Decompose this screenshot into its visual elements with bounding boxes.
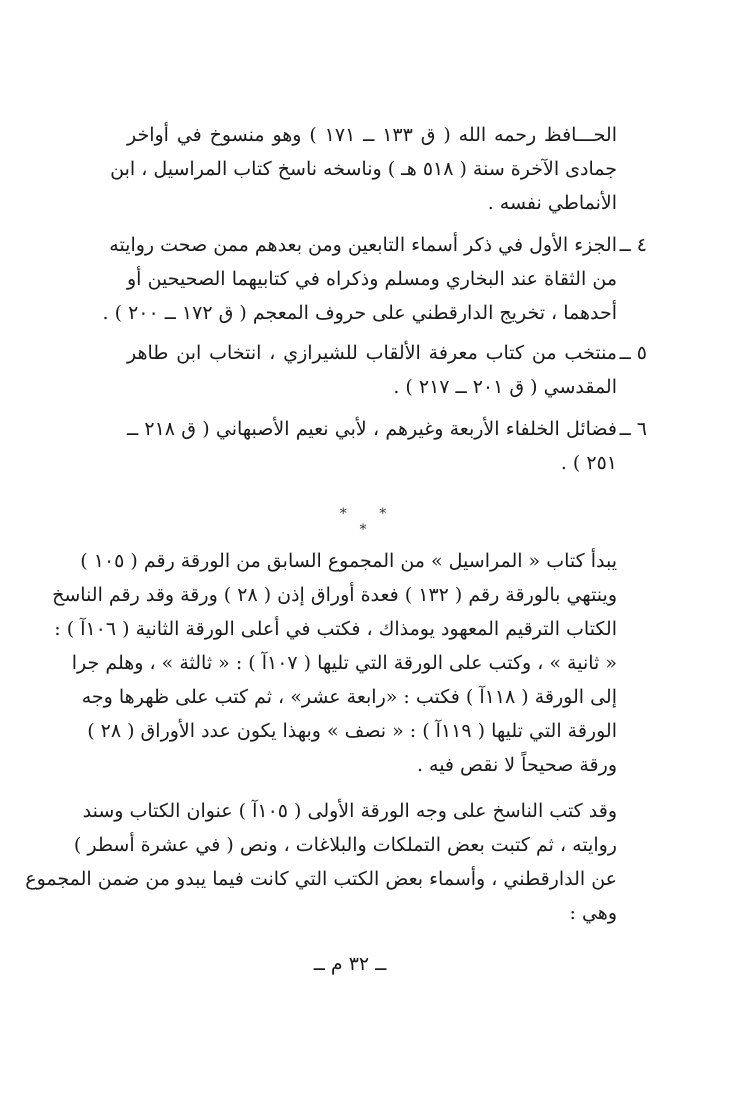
paragraph-line: روايته ، ثم كتبت بعض التملكات والبلاغات ، ونص ( في عشرة أسطر ) — [73, 834, 617, 856]
paragraph-line: إلى الورقة ( ١١٨آ ) فكتب : «رابعة عشر» ، ثم كتب على ظهرها وجه — [81, 686, 617, 708]
paragraph-line: وينتهي بالورقة رقم ( ١٣٢ ) فعدة أوراق إذن ( ٢٨ ) ورقة وقد رقم الناسخ — [52, 584, 617, 606]
intro-paragraph — [110, 118, 617, 220]
list-item-5 — [127, 336, 647, 404]
paragraph-line: عن الدارقطني ، وأسماء بعض الكتب التي كانت فيما يبدو من ضمن المجموع — [25, 868, 617, 890]
list-item-4 — [102, 228, 647, 330]
list-item-line: فضائل الخلفاء الأربعة وغيرهم ، لأبي نعيم الأصبهاني ( ق ٢١٨ ــ — [127, 418, 617, 440]
list-item-6 — [127, 412, 647, 480]
paragraph-title-page — [25, 794, 617, 930]
list-item-line: ٢٥١ ) . — [560, 452, 617, 474]
list-item-line: أحدهما ، تخريج الدارقطني على حروف المعجم ( ق ١٧٢ ــ ٢٠٠ ) . — [102, 302, 617, 324]
paragraph-line: الكتاب الترقيم المعهود يومذاك ، فكتب في أعلى الورقة الثانية ( ١٠٦آ ) : — [54, 618, 617, 640]
paragraph-line: وهي : — [569, 902, 617, 924]
intro-line: جمادى الآخرة سنة ( ٥١٨ هـ ) وناسخه ناسخ كتاب المراسيل ، ابن — [110, 158, 617, 180]
paragraph-manuscript-description — [52, 544, 617, 782]
intro-line: الأنماطي نفسه . — [487, 192, 617, 214]
list-item-number: ٥ ــ — [619, 342, 647, 364]
paragraph-line: ورقة صحيحاً لا نقص فيه . — [416, 754, 617, 776]
list-item-line: من الثقاة عند البخاري ومسلم وذكراه في كتابيهما الصحيحين أو — [127, 268, 617, 290]
list-item-line: الجزء الأول في ذكر أسماء التابعين ومن بعدهم ممن صحت روايته — [109, 234, 617, 256]
paragraph-line: وقد كتب الناسخ على وجه الورقة الأولى ( ١٠٥آ ) عنوان الكتاب وسند — [82, 800, 617, 822]
list-item-number: ٤ ــ — [619, 234, 647, 256]
list-item-line: المقدسي ( ق ٢٠١ ــ ٢١٧ ) . — [393, 376, 617, 398]
section-separator: * * * — [339, 506, 401, 538]
page-number: ــ ٣٢ م ــ — [313, 953, 387, 975]
list-item-number: ٦ ــ — [619, 418, 647, 440]
paragraph-line: « ثانية » ، وكتب على الورقة التي تليها ( ١٠٧آ ) : « ثالثة » ، وهلم جرا — [71, 652, 617, 674]
list-item-line: منتخب من كتاب معرفة الألقاب للشيرازي ، انتخاب ابن طاهر — [127, 342, 617, 364]
paragraph-line: يبدأ كتاب « المراسيل » من المجموع السابق من الورقة رقم ( ١٠٥ ) — [80, 550, 617, 572]
intro-line: الحـــافظ رحمه الله ( ق ١٣٣ ــ ١٧١ ) وهو منسوخ في أواخر — [127, 124, 617, 146]
paragraph-line: الورقة التي تليها ( ١١٩آ ) : « نصف » وبهذا يكون عدد الأوراق ( ٢٨ ) — [87, 720, 617, 742]
